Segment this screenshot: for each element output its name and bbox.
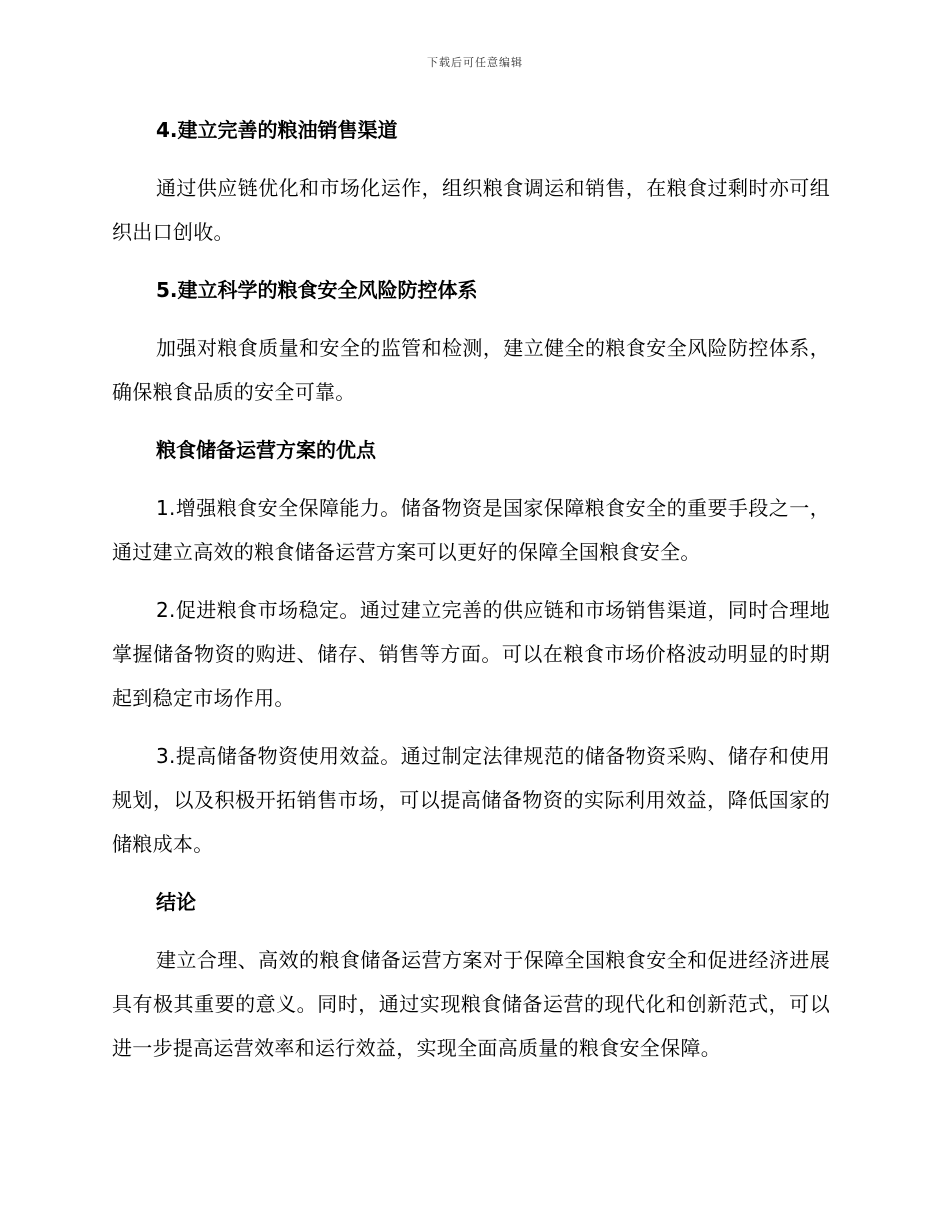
section-heading: 结论 xyxy=(156,890,196,914)
section-heading: 4.建立完善的粮油销售渠道 xyxy=(156,118,398,142)
section-heading: 粮食储备运营方案的优点 xyxy=(156,438,376,462)
paragraph: 加强对粮食质量和安全的监管和检测，建立健全的粮食安全风险防控体系，确保粮食品质的安全可靠。 xyxy=(112,336,830,404)
document-body xyxy=(112,108,830,1070)
paragraph: 3.提高储备物资使用效益。通过制定法律规范的储备物资采购、储存和使用规划，以及积极开拓销售市场，可以提高储备物资的实际利用效益，降低国家的储粮成本。 xyxy=(112,744,830,856)
paragraph: 通过供应链优化和市场化运作，组织粮食调运和销售，在粮食过剩时亦可组织出口创收。 xyxy=(112,176,830,244)
paragraph: 2.促进粮食市场稳定。通过建立完善的供应链和市场销售渠道，同时合理地掌握储备物资的购进、储存、销售等方面。可以在粮食市场价格波动明显的时期起到稳定市场作用。 xyxy=(112,598,830,710)
section-heading: 5.建立科学的粮食安全风险防控体系 xyxy=(156,278,478,302)
header-note: 下载后可任意编辑 xyxy=(427,56,523,69)
paragraph: 建立合理、高效的粮食储备运营方案对于保障全国粮食安全和促进经济进展具有极其重要的意义。同时，通过实现粮食储备运营的现代化和创新范式，可以进一步提高运营效率和运行效益，实现全面高质量的粮食安全保障。 xyxy=(112,948,830,1060)
paragraph: 1.增强粮食安全保障能力。储备物资是国家保障粮食安全的重要手段之一，通过建立高效的粮食储备运营方案可以更好的保障全国粮食安全。 xyxy=(112,496,830,564)
